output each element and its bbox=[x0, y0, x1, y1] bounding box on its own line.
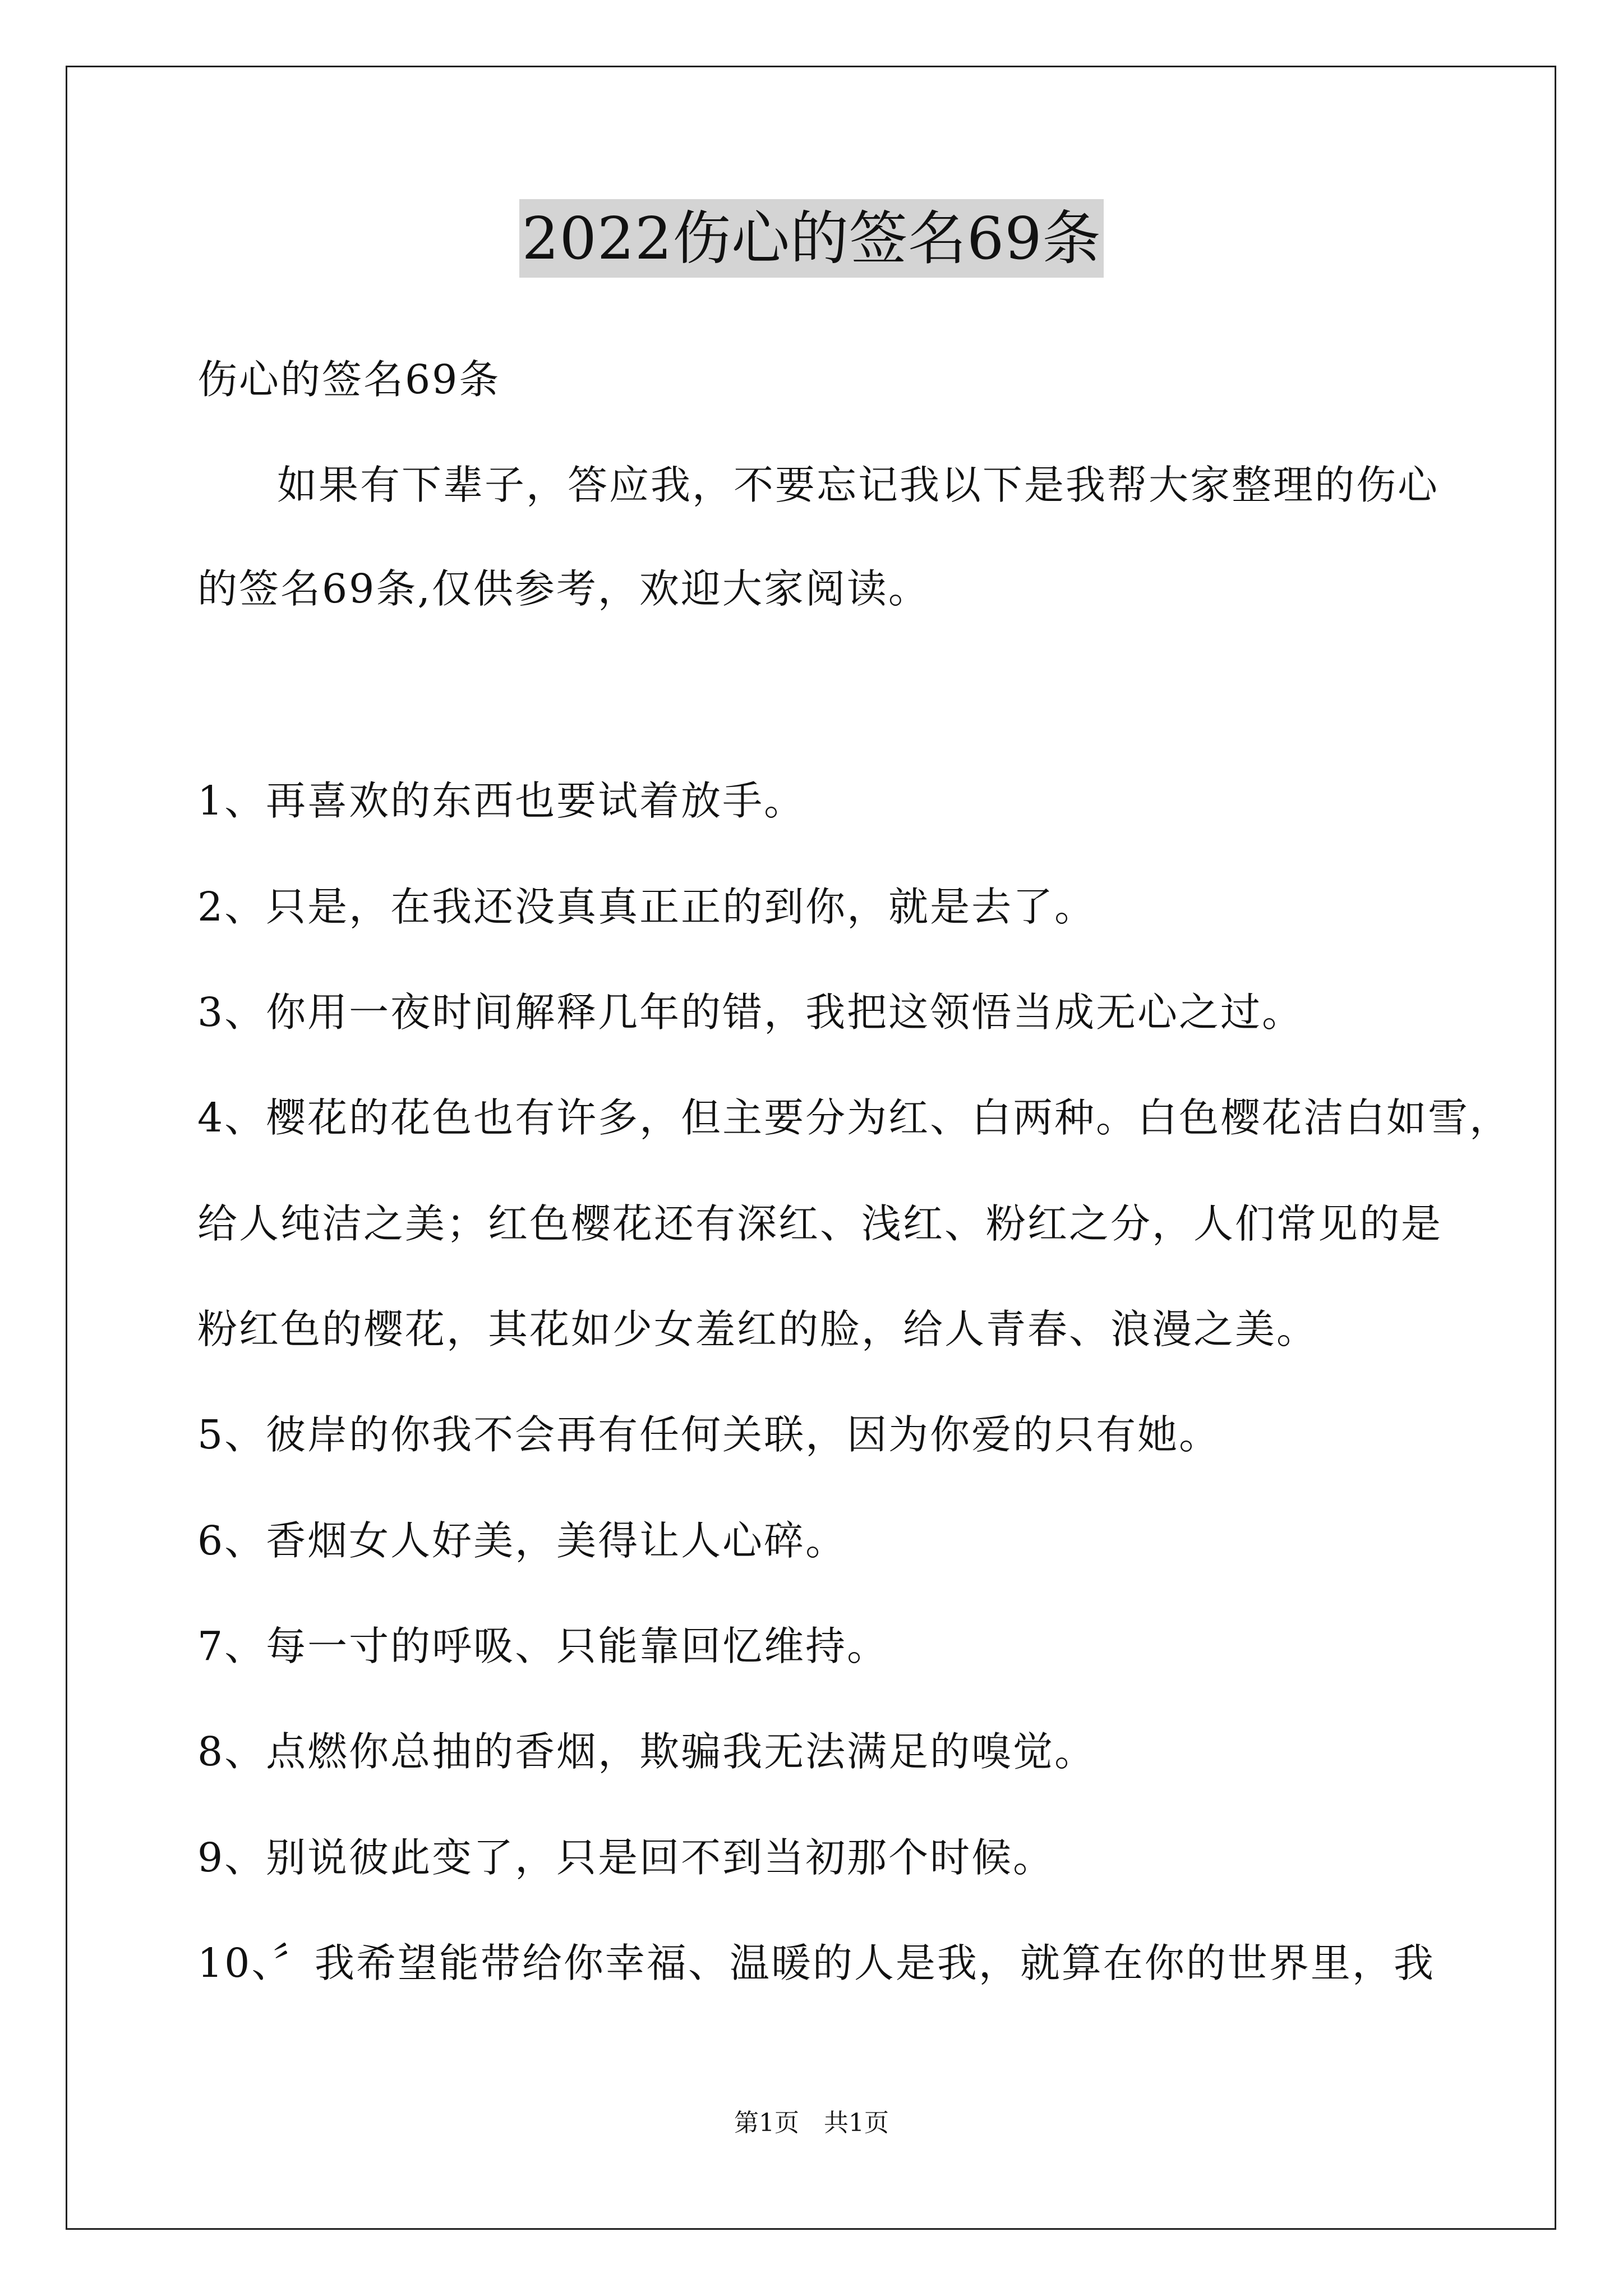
title-container bbox=[0, 199, 1623, 278]
page-footer: 第1页 共1页 bbox=[734, 2109, 889, 2137]
list-item: 1、再喜欢的东西也要试着放手。 bbox=[197, 777, 806, 824]
list-item: 2、只是，在我还没真真正正的到你，就是去了。 bbox=[197, 884, 1096, 930]
list-item: 6、香烟女人好美，美得让人心碎。 bbox=[197, 1517, 847, 1564]
list-item: 5、彼岸的你我不会再有任何关联，因为你爱的只有她。 bbox=[197, 1411, 1221, 1458]
document-subtitle: 伤心的签名69条 bbox=[197, 356, 501, 403]
document-title: 2022伤心的签名69条 bbox=[519, 199, 1103, 278]
intro-line: 如果有下辈子，答应我，不要忘记我以下是我帮大家整理的伤心 bbox=[277, 462, 1440, 508]
list-item: 3、你用一夜时间解释几年的错，我把这领悟当成无心之过。 bbox=[197, 989, 1304, 1036]
list-item-continuation: 粉红色的樱花，其花如少女羞红的脸，给人青春、浪漫之美。 bbox=[197, 1306, 1318, 1352]
list-item: 4、樱花的花色也有许多，但主要分为红、白两种。白色樱花洁白如雪， bbox=[197, 1094, 1511, 1141]
list-item: 8、点燃你总抽的香烟，欺骗我无法满足的嗅觉。 bbox=[197, 1728, 1096, 1775]
list-item: 7、每一寸的呼吸、只能靠回忆维持。 bbox=[197, 1623, 889, 1669]
list-item: 9、别说彼此变了，只是回不到当初那个时候。 bbox=[197, 1834, 1055, 1881]
list-item-continuation: 给人纯洁之美；红色樱花还有深红、浅红、粉红之分，人们常见的是 bbox=[197, 1200, 1443, 1247]
list-item: 10、〞我希望能带给你幸福、温暖的人是我，就算在你的世界里，我 bbox=[197, 1940, 1435, 1986]
intro-line: 的签名69条,仅供参考，欢迎大家阅读。 bbox=[197, 565, 930, 612]
